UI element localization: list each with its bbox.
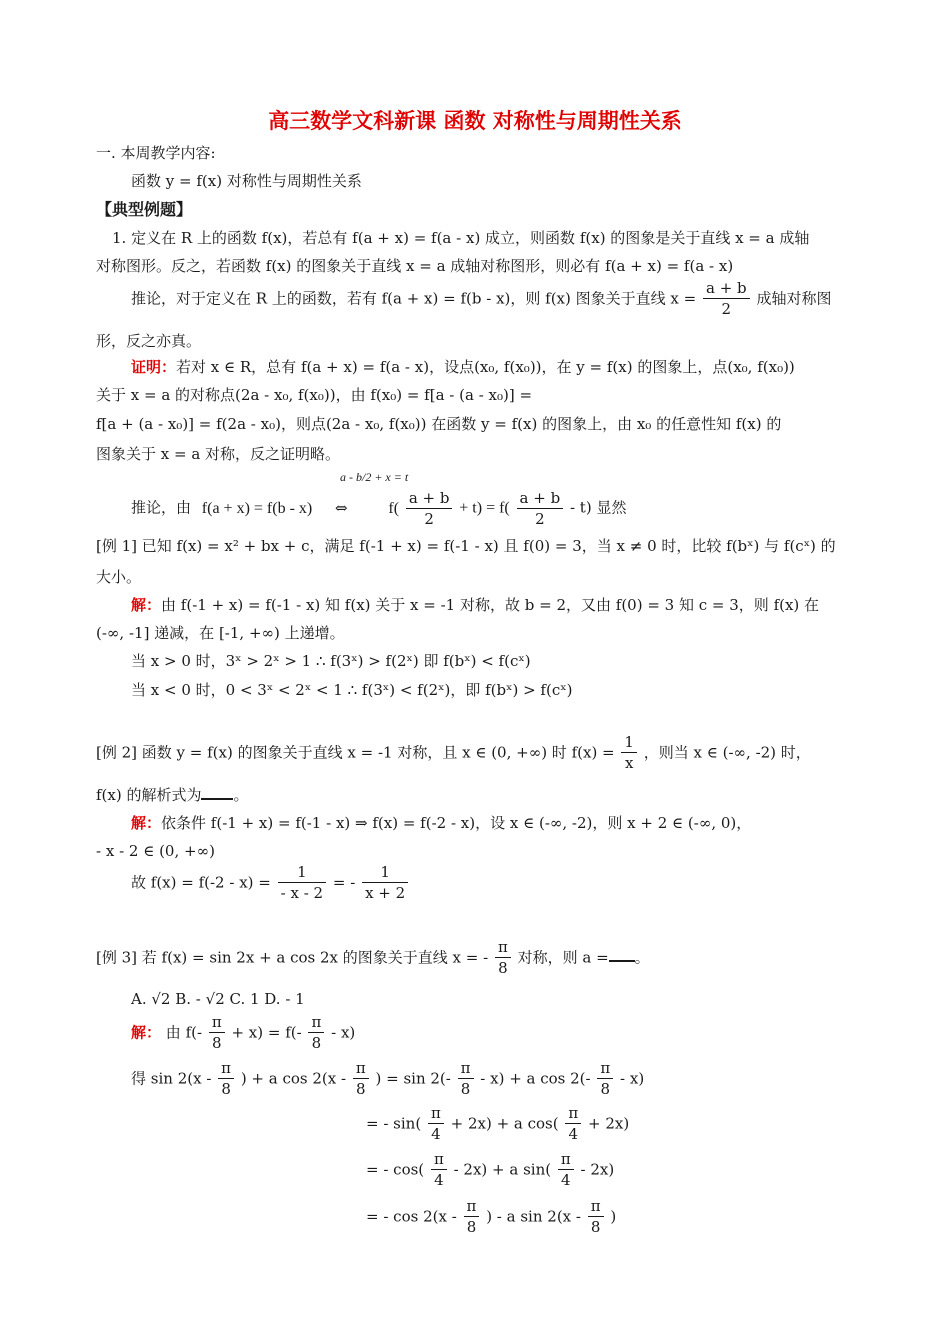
iff-symbol: ⇔ xyxy=(335,498,348,517)
ex3-s1-a: 由 f(- xyxy=(165,1023,203,1042)
corollary2-line xyxy=(131,488,626,529)
corollary2-lhs: f( xyxy=(388,499,400,517)
example2-solution-line1 xyxy=(131,812,751,834)
ex3-s3-frac1 xyxy=(428,1103,444,1144)
ex3-s2-frac2 xyxy=(353,1058,369,1099)
example3-solution-line2 xyxy=(131,1058,644,1099)
corollary1-fraction xyxy=(703,278,750,319)
example3-solution-line4 xyxy=(366,1149,614,1190)
ex3-s5-frac1-den: 8 xyxy=(466,1218,477,1236)
corollary1 xyxy=(131,278,831,319)
ex3-s5-b: ) - a sin 2(x - xyxy=(486,1207,581,1226)
example3-solution-line3 xyxy=(366,1103,629,1144)
section-content-text: 函数 y = f(x) 对称性与周期性关系 xyxy=(131,172,362,190)
example1-line2: 大小。 xyxy=(96,568,142,586)
ex3-s2-e: - x) xyxy=(620,1069,645,1088)
item1-line1: 1. 定义在 R 上的函数 f(x)，若总有 f(a + x) = f(a - x) 成立，则函数 f(x) 的图象是关于直线 x = a 成轴 xyxy=(112,229,810,247)
corollary2-expr: f(a + x) = f(b - x) xyxy=(201,499,313,517)
ex3-s4-frac1 xyxy=(431,1149,447,1190)
ex3-s2-frac3-num: π xyxy=(458,1058,474,1079)
ex3-s5-frac2-num: π xyxy=(588,1196,604,1217)
ex3-s5-frac2 xyxy=(588,1196,604,1237)
corollary2-mid: + t) = f( xyxy=(459,499,510,517)
ex3-s5-frac2-den: 8 xyxy=(590,1218,601,1236)
corollary2-frac-a xyxy=(406,488,453,529)
proof-line1 xyxy=(131,356,795,378)
example1-line1: [例 1] 已知 f(x) = x² + bx + c，满足 f(-1 + x) = f(-1 - x) 且 f(0) = 3，当 x ≠ 0 时，比较 f(bˣ) 与 f(cˣ) 的 xyxy=(96,537,836,555)
example2-solution-line3 xyxy=(131,862,410,903)
ex3-s3-a: = - sin( xyxy=(366,1114,422,1133)
ex3-s4-frac2-den: 4 xyxy=(561,1171,571,1189)
example2-s3-frac2-num: 1 xyxy=(362,862,408,883)
example1-solution-label: 解： xyxy=(131,596,162,614)
example2-frac-num: 1 xyxy=(621,732,637,753)
ex3-s5-frac1-num: π xyxy=(464,1196,480,1217)
ex3-s2-frac1-num: π xyxy=(218,1058,234,1079)
ex3-s2-a: 得 sin 2(x - xyxy=(131,1069,212,1088)
ex3-s2-frac1-den: 8 xyxy=(221,1080,231,1098)
ex3-s1-frac1-den: 8 xyxy=(211,1034,222,1052)
ex3-s2-d: - x) + a cos 2(- xyxy=(480,1069,591,1088)
corollary1-line2: 形，反之亦真。 xyxy=(96,332,202,350)
example3-frac-den: 8 xyxy=(498,959,508,977)
corollary2-pre: 推论，由 xyxy=(131,498,192,517)
ex3-s2-frac3 xyxy=(458,1058,474,1099)
corollary1-post: 成轴对称图 xyxy=(756,289,832,308)
example1-solution-line2: (-∞, -1] 递减，在 [-1, +∞) 上递增。 xyxy=(96,624,345,642)
example2-l2-pre: f(x) 的解析式为 xyxy=(96,786,202,804)
ex3-s1-frac2-den: 8 xyxy=(311,1034,322,1052)
ex3-s3-frac2-num: π xyxy=(565,1103,581,1124)
corollary1-frac-den: 2 xyxy=(721,300,732,318)
section-heading-content: 一. 本周教学内容: xyxy=(96,144,216,162)
example2-s3-pre: 故 f(x) = f(-2 - x) = xyxy=(131,873,271,892)
proof-line2: 关于 x = a 的对称点(2a - x₀, f(x₀))，由 f(x₀) = f[a - (a - x₀)] = xyxy=(96,386,533,404)
ex3-s4-frac2-num: π xyxy=(558,1149,574,1170)
ex3-s4-frac1-num: π xyxy=(431,1149,447,1170)
corollary2-frac-a-den: 2 xyxy=(424,510,434,528)
example3-solution-label: 解： xyxy=(131,1023,162,1042)
example2-s3-mid: = - xyxy=(332,873,356,892)
example2-line1 xyxy=(96,732,811,773)
ex3-s4-frac2 xyxy=(558,1149,574,1190)
ex3-s5-frac1 xyxy=(464,1196,480,1237)
answer-blank-a[interactable] xyxy=(609,946,635,962)
example2-l2-post: 。 xyxy=(233,786,249,804)
ex3-s2-b: ) + a cos 2(x - xyxy=(240,1069,347,1088)
corollary2-frac-a-num: a + b xyxy=(406,488,453,509)
corollary2-frac-b xyxy=(517,488,564,529)
proof-line1-text: 若对 x ∈ R，总有 f(a + x) = f(a - x)，设点(x₀, f(x₀))，在 y = f(x) 的图象上，点(x₀, f(x₀)) xyxy=(176,358,795,376)
ex3-s2-frac1 xyxy=(218,1058,234,1099)
ex3-s5-c: ) xyxy=(610,1207,617,1226)
ex3-s2-frac4-num: π xyxy=(597,1058,613,1079)
corollary2-frac-b-num: a + b xyxy=(517,488,564,509)
ex3-s3-frac1-num: π xyxy=(428,1103,444,1124)
ex3-s2-frac4 xyxy=(597,1058,613,1099)
example3-frac xyxy=(495,937,511,978)
example3-l1-post: 对称，则 a = xyxy=(517,948,609,967)
proof-label: 证明： xyxy=(131,358,177,376)
example2-solution-label: 解： xyxy=(131,814,162,832)
example2-s3-frac1 xyxy=(278,862,326,903)
ex3-s4-frac1-den: 4 xyxy=(434,1171,444,1189)
corollary2-frac-b-den: 2 xyxy=(535,510,545,528)
example2-fraction xyxy=(621,732,637,773)
example3-l1-pre: [例 3] 若 f(x) = sin 2x + a cos 2x 的图象关于直线 x = - xyxy=(96,948,489,967)
example2-s3-frac1-num: 1 xyxy=(278,862,326,883)
example2-solution-line2: - x - 2 ∈ (0, +∞) xyxy=(96,842,215,860)
example1-solution-line4: 当 x < 0 时，0 < 3ˣ < 2ˣ < 1 ∴ f(3ˣ) < f(2ˣ)，即 f(bˣ) > f(cˣ) xyxy=(131,681,573,699)
item1-line2: 对称图形。反之，若函数 f(x) 的图象关于直线 x = a 成轴对称图形，则必有 f(a + x) = f(a - x) xyxy=(96,257,734,275)
section-heading-examples: 【典型例题】 xyxy=(96,200,193,219)
ex3-s3-frac2-den: 4 xyxy=(568,1125,579,1143)
ex3-s1-frac1-num: π xyxy=(209,1012,225,1033)
ex3-s1-b: + x) = f(- xyxy=(231,1023,302,1042)
corollary2-overset: a - b/2 + x = t xyxy=(340,470,409,484)
corollary1-frac-num: a + b xyxy=(703,278,750,299)
answer-blank[interactable] xyxy=(201,784,233,800)
example2-frac-den: x xyxy=(624,754,634,772)
ex3-s1-frac2 xyxy=(308,1012,324,1053)
ex3-s2-frac2-num: π xyxy=(353,1058,369,1079)
page-title: 高三数学文科新课 函数 对称性与周期性关系 xyxy=(268,109,682,133)
example3-line1 xyxy=(96,937,650,978)
example1-solution-text1: 由 f(-1 + x) = f(-1 - x) 知 f(x) 关于 x = -1 对称，故 b = 2，又由 f(0) = 3 知 c = 3，则 f(x) 在 xyxy=(161,596,820,614)
ex3-s3-c: + 2x) xyxy=(588,1114,630,1133)
ex3-s2-frac2-den: 8 xyxy=(356,1080,366,1098)
ex3-s4-c: - 2x) xyxy=(580,1160,615,1179)
ex3-s2-c: ) = sin 2(- xyxy=(375,1069,451,1088)
corollary1-pre: 推论，对于定义在 R 上的函数，若有 f(a + x) = f(b - x)，则 f(x) 图象关于直线 x = xyxy=(131,289,697,308)
corollary2-end: - t) 显然 xyxy=(569,498,627,517)
ex3-s2-frac3-den: 8 xyxy=(460,1080,471,1098)
example3-options: A. √2 B. - √2 C. 1 D. - 1 xyxy=(131,990,305,1008)
ex3-s3-b: + 2x) + a cos( xyxy=(450,1114,559,1133)
ex3-s4-a: = - cos( xyxy=(366,1160,425,1179)
proof-line3: f[a + (a - x₀)] = f(2a - x₀)，则点(2a - x₀, f(x₀)) 在函数 y = f(x) 的图象上，由 x₀ 的任意性知 f(x) 的 xyxy=(96,415,782,433)
proof-line4: 图象关于 x = a 对称，反之证明略。 xyxy=(96,445,341,463)
example3-solution-line1 xyxy=(131,1012,355,1053)
example3-solution-line5 xyxy=(366,1196,616,1237)
example2-solution-text1: 依条件 f(-1 + x) = f(-1 - x) ⇒ f(x) = f(-2 - x)，设 x ∈ (-∞, -2)，则 x + 2 ∈ (-∞, 0)， xyxy=(161,814,752,832)
example2-s3-frac2 xyxy=(362,862,408,903)
ex3-s3-frac2 xyxy=(565,1103,581,1144)
ex3-s2-frac4-den: 8 xyxy=(600,1080,611,1098)
example3-l1-end: 。 xyxy=(634,948,650,967)
example2-l1-post: ，则当 x ∈ (-∞, -2) 时， xyxy=(643,743,811,762)
example1-solution-line1 xyxy=(131,594,819,616)
ex3-s4-b: - 2x) + a sin( xyxy=(453,1160,552,1179)
ex3-s1-c: - x) xyxy=(331,1023,356,1042)
example1-solution-line3: 当 x > 0 时，3ˣ > 2ˣ > 1 ∴ f(3ˣ) > f(2ˣ) 即 f(bˣ) < f(cˣ) xyxy=(131,652,531,670)
ex3-s3-frac1-den: 4 xyxy=(431,1125,441,1143)
example2-s3-frac2-den: x + 2 xyxy=(365,884,406,902)
ex3-s5-a: = - cos 2(x - xyxy=(366,1207,457,1226)
example2-line2 xyxy=(96,784,249,806)
ex3-s1-frac2-num: π xyxy=(308,1012,324,1033)
example2-l1-pre: [例 2] 函数 y = f(x) 的图象关于直线 x = -1 对称，且 x ∈ (0, +∞) 时 f(x) = xyxy=(96,743,615,762)
ex3-s1-frac1 xyxy=(209,1012,225,1053)
example2-s3-frac1-den: - x - 2 xyxy=(280,884,324,902)
example3-frac-num: π xyxy=(495,937,511,958)
